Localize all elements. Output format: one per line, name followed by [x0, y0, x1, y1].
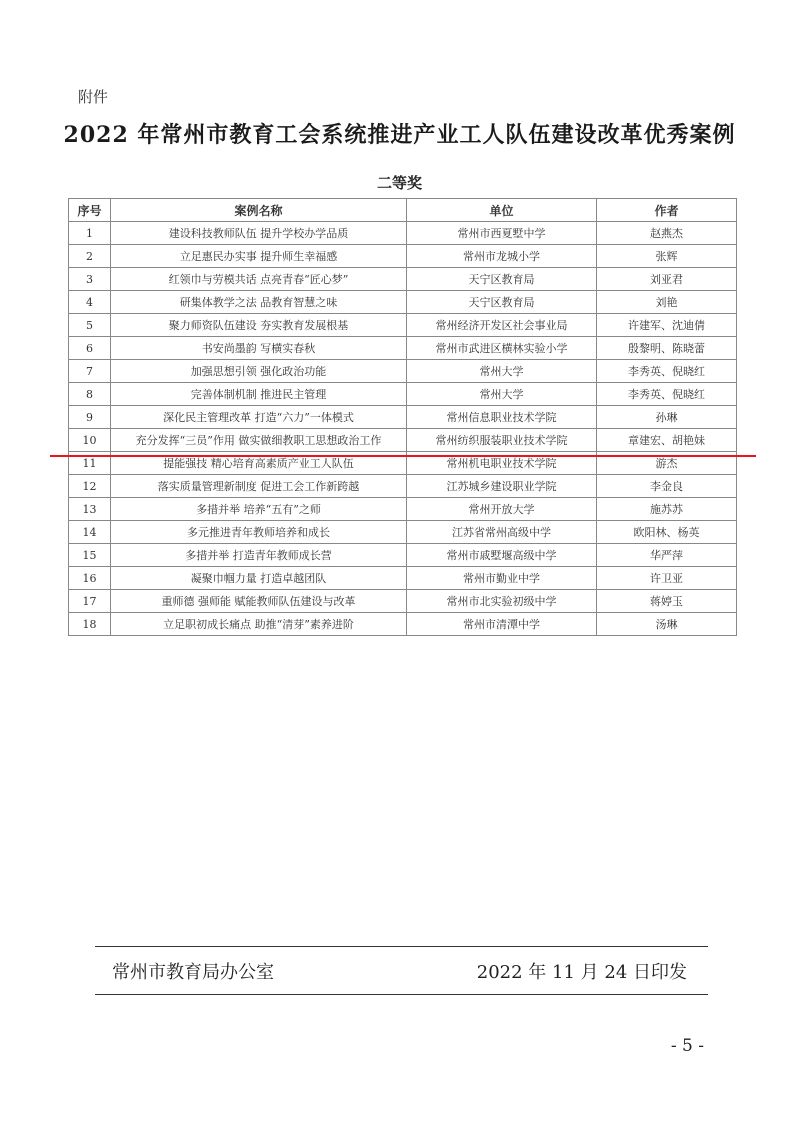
cell-no: 17: [69, 590, 111, 613]
cell-name: 聚力师资队伍建设 夯实教育发展根基: [111, 314, 407, 337]
page-title: 2022 年常州市教育工会系统推进产业工人队伍建设改革优秀案例: [63, 122, 736, 148]
cell-name: 凝聚巾帼力量 打造卓越团队: [111, 567, 407, 590]
cell-name: 立足职初成长痛点 助推“清芽”素养进阶: [111, 613, 407, 636]
award-level: 二等奖: [376, 174, 422, 192]
cell-unit: 常州机电职业技术学院: [407, 452, 597, 475]
issuing-office: 常州市教育局办公室: [112, 962, 274, 983]
cell-name: 建设科技教师队伍 提升学校办学品质: [111, 222, 407, 245]
cell-name: 研集体教学之法 品教育智慧之味: [111, 291, 407, 314]
table-row: [69, 590, 737, 613]
table-row: [69, 245, 737, 268]
table-row: [69, 383, 737, 406]
cell-unit: 常州开放大学: [407, 498, 597, 521]
table-row: [69, 613, 737, 636]
cell-unit: 常州经济开发区社会事业局: [407, 314, 597, 337]
table-row: [69, 429, 737, 452]
issue-date: 2022 年 11 月 24 日印发: [476, 962, 687, 983]
cell-author: 刘亚君: [597, 268, 737, 291]
footer-divider-bottom: [95, 994, 708, 995]
cell-name: 加强思想引领 强化政治功能: [111, 360, 407, 383]
cell-author: 张辉: [597, 245, 737, 268]
cell-no: 12: [69, 475, 111, 498]
cell-author: 蒋婷玉: [597, 590, 737, 613]
cell-no: 10: [69, 429, 111, 452]
cell-unit: 常州市勤业中学: [407, 567, 597, 590]
col-header-no: 序号: [69, 199, 111, 222]
cell-unit: 天宁区教育局: [407, 291, 597, 314]
cell-no: 18: [69, 613, 111, 636]
cell-no: 4: [69, 291, 111, 314]
cell-name: 立足惠民办实事 提升师生幸福感: [111, 245, 407, 268]
cell-author: 殷黎明、陈晓蕾: [597, 337, 737, 360]
cell-author: 刘艳: [597, 291, 737, 314]
cell-name: 深化民主管理改革 打造“六力”一体模式: [111, 406, 407, 429]
cell-author: 李秀英、倪晓红: [597, 360, 737, 383]
cell-no: 7: [69, 360, 111, 383]
cell-unit: 江苏城乡建设职业学院: [407, 475, 597, 498]
table-row: [69, 360, 737, 383]
cell-no: 13: [69, 498, 111, 521]
cell-no: 8: [69, 383, 111, 406]
cell-name: 多措并举 打造青年教师成长营: [111, 544, 407, 567]
cell-author: 李金良: [597, 475, 737, 498]
cell-no: 9: [69, 406, 111, 429]
cell-unit: 常州市龙城小学: [407, 245, 597, 268]
cell-unit: 常州市清潭中学: [407, 613, 597, 636]
red-cutoff-line: [50, 455, 756, 457]
table-row: [69, 314, 737, 337]
cell-unit: 江苏省常州高级中学: [407, 521, 597, 544]
cell-unit: 常州大学: [407, 383, 597, 406]
cell-author: 施苏苏: [597, 498, 737, 521]
table-row: [69, 544, 737, 567]
cell-unit: 常州信息职业技术学院: [407, 406, 597, 429]
cell-unit: 常州纺织服装职业技术学院: [407, 429, 597, 452]
page-number: - 5 -: [670, 1036, 704, 1056]
cell-no: 3: [69, 268, 111, 291]
cell-unit: 常州市北实验初级中学: [407, 590, 597, 613]
cell-name: 充分发挥“三员”作用 做实做细教职工思想政治工作: [111, 429, 407, 452]
col-header-author: 作者: [597, 199, 737, 222]
cell-unit: 常州市武进区横林实验小学: [407, 337, 597, 360]
table-row: [69, 337, 737, 360]
cell-no: 16: [69, 567, 111, 590]
cell-no: 6: [69, 337, 111, 360]
table-row: [69, 406, 737, 429]
col-header-name: 案例名称: [111, 199, 407, 222]
cell-unit: 常州大学: [407, 360, 597, 383]
cell-author: 华严萍: [597, 544, 737, 567]
cell-no: 15: [69, 544, 111, 567]
cell-name: 红领巾与劳模共话 点亮青春“匠心梦”: [111, 268, 407, 291]
cell-author: 赵燕杰: [597, 222, 737, 245]
table-row: [69, 222, 737, 245]
table-header-row: [69, 199, 737, 222]
cell-author: 汤琳: [597, 613, 737, 636]
cell-author: 游杰: [597, 452, 737, 475]
cell-name: 落实质量管理新制度 促进工会工作新跨越: [111, 475, 407, 498]
cell-author: 许卫亚: [597, 567, 737, 590]
cell-no: 5: [69, 314, 111, 337]
table-row: [69, 498, 737, 521]
table-row: [69, 291, 737, 314]
cell-no: 11: [69, 452, 111, 475]
cell-no: 1: [69, 222, 111, 245]
cell-no: 2: [69, 245, 111, 268]
table-row: [69, 475, 737, 498]
cell-author: 章建宏、胡艳妹: [597, 429, 737, 452]
cell-author: 许建军、沈迪倩: [597, 314, 737, 337]
cell-name: 书安尚墨韵 写横实春秋: [111, 337, 407, 360]
cell-name: 提能强技 精心培育高素质产业工人队伍: [111, 452, 407, 475]
footer-divider-top: [95, 946, 708, 947]
cell-unit: 常州市戚墅堰高级中学: [407, 544, 597, 567]
cell-unit: 天宁区教育局: [407, 268, 597, 291]
cell-name: 多措并举 培养“五有”之师: [111, 498, 407, 521]
attachment-label: 附件: [78, 88, 109, 106]
cell-author: 李秀英、倪晓红: [597, 383, 737, 406]
cell-unit: 常州市西夏墅中学: [407, 222, 597, 245]
cell-name: 多元推进青年教师培养和成长: [111, 521, 407, 544]
table-row: [69, 567, 737, 590]
cell-name: 重师德 强师能 赋能教师队伍建设与改革: [111, 590, 407, 613]
award-table: [68, 198, 737, 636]
cell-name: 完善体制机制 推进民主管理: [111, 383, 407, 406]
cell-no: 14: [69, 521, 111, 544]
table-row: [69, 268, 737, 291]
col-header-unit: 单位: [407, 199, 597, 222]
table-row: [69, 521, 737, 544]
cell-author: 欧阳林、杨英: [597, 521, 737, 544]
cell-author: 孙琳: [597, 406, 737, 429]
